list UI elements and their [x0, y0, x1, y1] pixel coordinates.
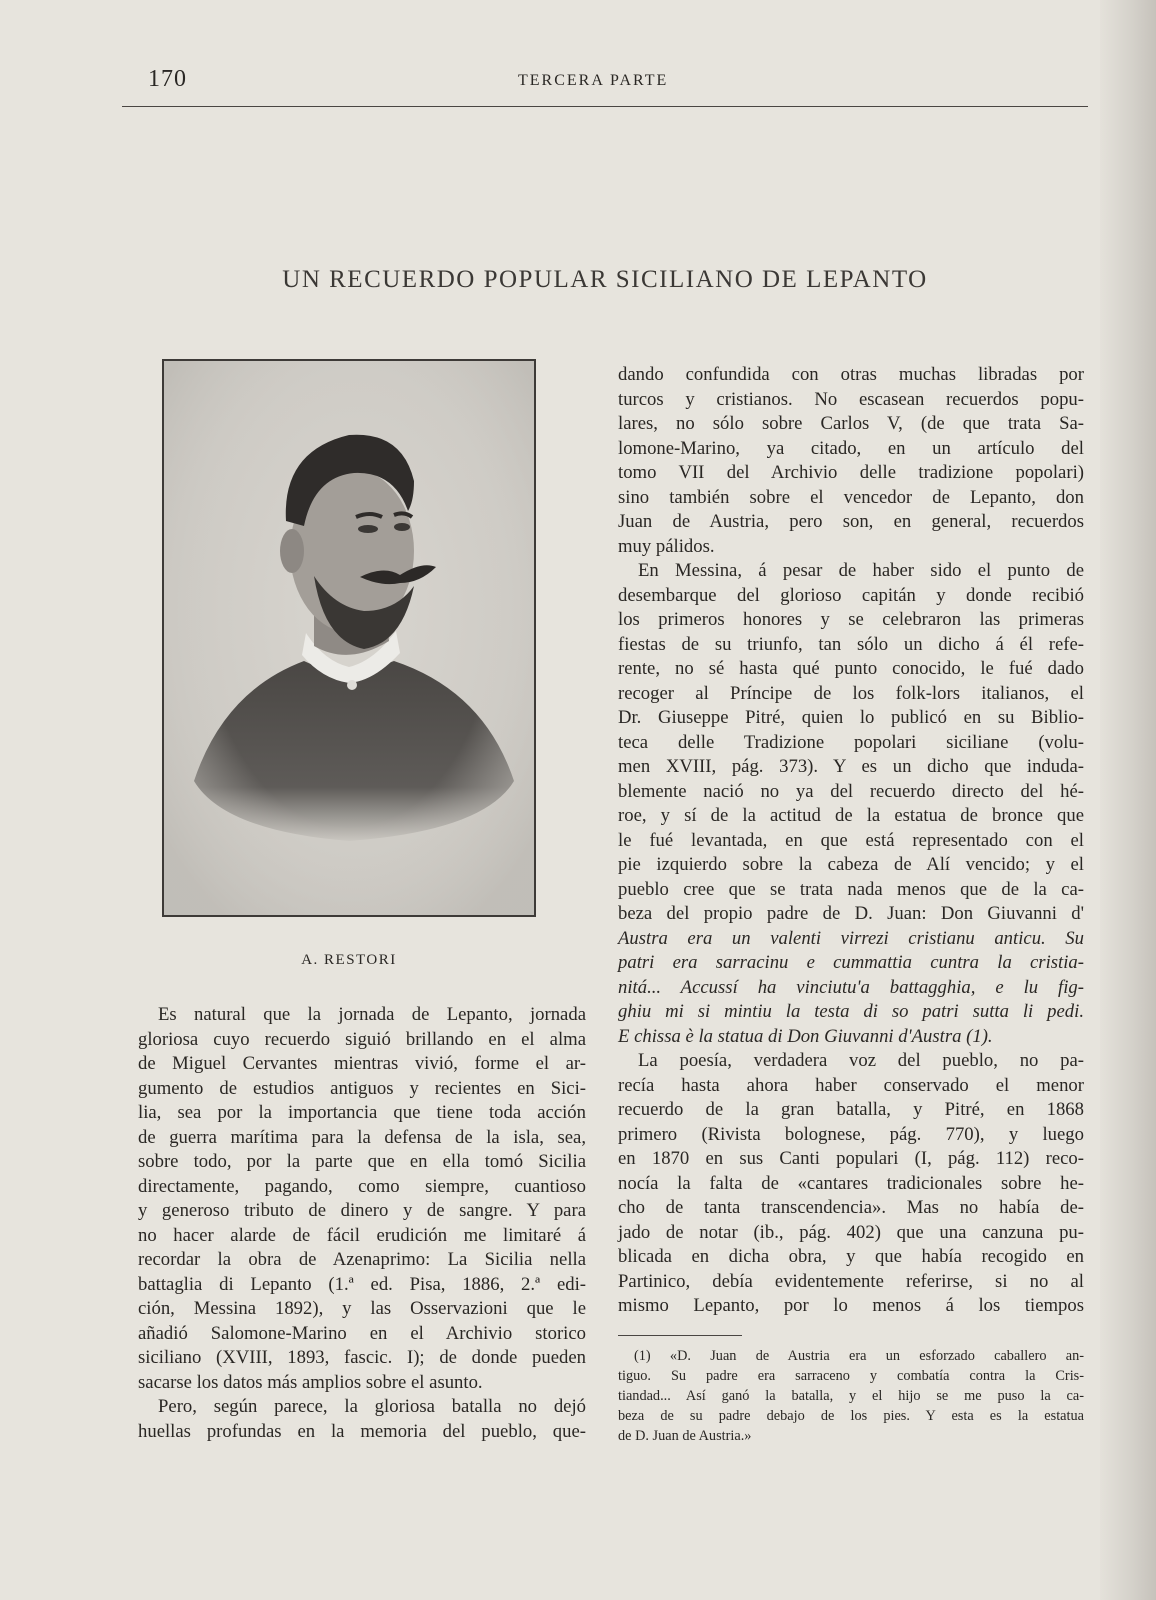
text-line: de Miguel Cervantes mientras vivió, forme el ar- [138, 1053, 586, 1074]
left-column [138, 1003, 586, 1444]
text-line: lares, no sólo sobre Carlos V, (de que trata Sa- [618, 413, 1084, 434]
running-head: TERCERA PARTE [518, 72, 669, 89]
text-line: turcos y cristianos. No escasean recuerdos popu- [618, 388, 1084, 410]
text-line: beza del propio padre de D. Juan: Don Giuvanni d' [618, 903, 1084, 924]
text-line: gumento de estudios antiguos y recientes en Sici- [138, 1077, 586, 1099]
text-line: añadió Salomone-Marino en el Archivio storico [138, 1322, 586, 1344]
text-line: le fué levantada, en que está representado con el [618, 829, 1084, 851]
text-line: sacarse los datos más amplios sobre el asunto. [138, 1371, 483, 1393]
text-line: teca delle Tradizione popolari siciliane (volu- [618, 731, 1084, 753]
text-line: nitá... Accussí ha vinciutu'a battagghia, e lu fig- [618, 976, 1084, 998]
text-line: dando confundida con otras muchas libradas por [618, 364, 1084, 385]
text-line: recuerdo de la gran batalla, y Pitré, en 1868 [618, 1099, 1084, 1120]
text-line: cho de tanta transcendencia». Mas no había de- [618, 1197, 1084, 1218]
footnote-line: (1) «D. Juan de Austria era un esforzado caballero an- [634, 1348, 1084, 1364]
text-line: Dr. Giuseppe Pitré, quien lo publicó en su Biblio- [618, 707, 1084, 728]
footnote-line: de D. Juan de Austria.» [618, 1428, 752, 1444]
text-line: men XVIII, pág. 373). Y es un dicho que induda- [618, 756, 1084, 777]
page-gutter-shadow [1100, 0, 1156, 1600]
page-number: 170 [148, 66, 187, 92]
text-line: pie izquierdo sobre la cabeza de Alí vencido; y el [618, 854, 1084, 875]
footnote-line: tiandad... Así ganó la batalla, y el hijo se me puso la ca- [618, 1388, 1084, 1404]
text-line: patri era sarracinu e cummattia cuntra la cristia- [618, 952, 1084, 973]
text-line: rente, no sé hasta qué punto conocido, le fué dado [618, 658, 1084, 679]
article-title: UN RECUERDO POPULAR SICILIANO DE LEPANTO [282, 266, 928, 293]
footnote [618, 1346, 1084, 1446]
text-line: E chissa è la statua di Don Giuvanni d'Austra (1). [618, 1025, 993, 1047]
portrait-caption: A. RESTORI [301, 952, 397, 968]
text-line: sobre todo, por la parte que en ella tomó Sicilia [138, 1151, 586, 1172]
text-line: nocía la falta de «cantares tradicionales sobre he- [618, 1172, 1084, 1194]
text-line: roe, y sí de la actitud de la estatua de bronce que [618, 805, 1084, 826]
text-line: desembarque del glorioso capitán y donde recibió [618, 584, 1084, 606]
text-line: Juan de Austria, pero son, en general, recuerdos [618, 511, 1084, 532]
text-line: battaglia di Lepanto (1.ª ed. Pisa, 1886, 2.ª edi- [138, 1273, 586, 1295]
text-line: ghiu mi si mintiu la testa di so patri sutta li pedi. [618, 1001, 1084, 1022]
text-line: lomone-Marino, ya citado, en un artículo del [618, 437, 1084, 459]
text-line: ción, Messina 1892), y las Osservazioni que le [138, 1298, 586, 1319]
text-line: no hacer alarde de fácil erudición me limitaré á [138, 1224, 586, 1246]
text-line: jado de notar (ib., pág. 402) que una canzuna pu- [618, 1221, 1084, 1243]
text-line: muy pálidos. [618, 535, 715, 557]
right-column [618, 363, 1084, 1319]
footnote-rule [618, 1335, 742, 1336]
text-line: sino también sobre el vencedor de Lepanto, don [618, 486, 1084, 508]
text-line: mismo Lepanto, por lo menos á los tiempos [618, 1295, 1084, 1316]
text-line: huellas profundas en la memoria del pueblo, que- [138, 1420, 586, 1442]
text-line: lia, sea por la importancia que tiene toda acción [138, 1102, 586, 1123]
text-line: los primeros honores y se celebraron las primeras [618, 609, 1084, 630]
portrait-photo [162, 359, 536, 917]
text-line: en 1870 en sus Canti populari (I, pág. 112) reco- [618, 1148, 1084, 1169]
text-line: recoger al Príncipe de los folk-lors italianos, el [618, 682, 1084, 704]
text-line: recordar la obra de Azenaprimo: La Sicilia nella [138, 1249, 586, 1270]
portrait-figure [164, 361, 534, 915]
text-line: primero (Rivista bolognese, pág. 770), y luego [618, 1123, 1084, 1145]
text-line: pueblo cree que se trata nada menos que de la ca- [618, 878, 1084, 900]
text-line: fiestas de su triunfo, tan sólo un dicho á él refe- [618, 633, 1084, 655]
text-line: siciliano (XVIII, 1893, fascic. I); de donde pueden [138, 1347, 586, 1368]
page-header [0, 66, 1156, 106]
text-line: La poesía, verdadera voz del pueblo, no pa- [638, 1050, 1084, 1071]
text-line: blemente nació no ya del recuerdo directo del hé- [618, 780, 1084, 802]
text-line: y generoso tributo de dinero y de sangre. Y para [138, 1200, 586, 1221]
text-line: Pero, según parece, la gloriosa batalla no dejó [158, 1396, 586, 1417]
text-line: tomo VII del Archivio delle tradizione popolari) [618, 462, 1084, 483]
text-line: Es natural que la jornada de Lepanto, jornada [158, 1004, 586, 1025]
text-line: Partinico, debía evidentemente referirse, si no al [618, 1270, 1084, 1292]
header-rule [122, 106, 1088, 107]
footnote-line: tiguo. Su padre era sarraceno y combatía contra la Cris- [618, 1368, 1084, 1384]
text-line: En Messina, á pesar de haber sido el punto de [638, 560, 1084, 581]
text-line: Austra era un valenti virrezi cristianu anticu. Su [618, 927, 1084, 949]
text-line: blicada en dicha obra, y que había recogido en [618, 1246, 1084, 1267]
text-line: recía hasta ahora haber conservado el menor [618, 1074, 1084, 1096]
text-line: gloriosa cuyo recuerdo siguió brillando en el alma [138, 1028, 586, 1050]
footnote-line: beza de su padre debajo de los pies. Y esta es la estatua [618, 1408, 1084, 1424]
text-line: directamente, pagando, como siempre, cuantioso [138, 1175, 586, 1197]
text-line: de guerra marítima para la defensa de la isla, sea, [138, 1126, 586, 1148]
